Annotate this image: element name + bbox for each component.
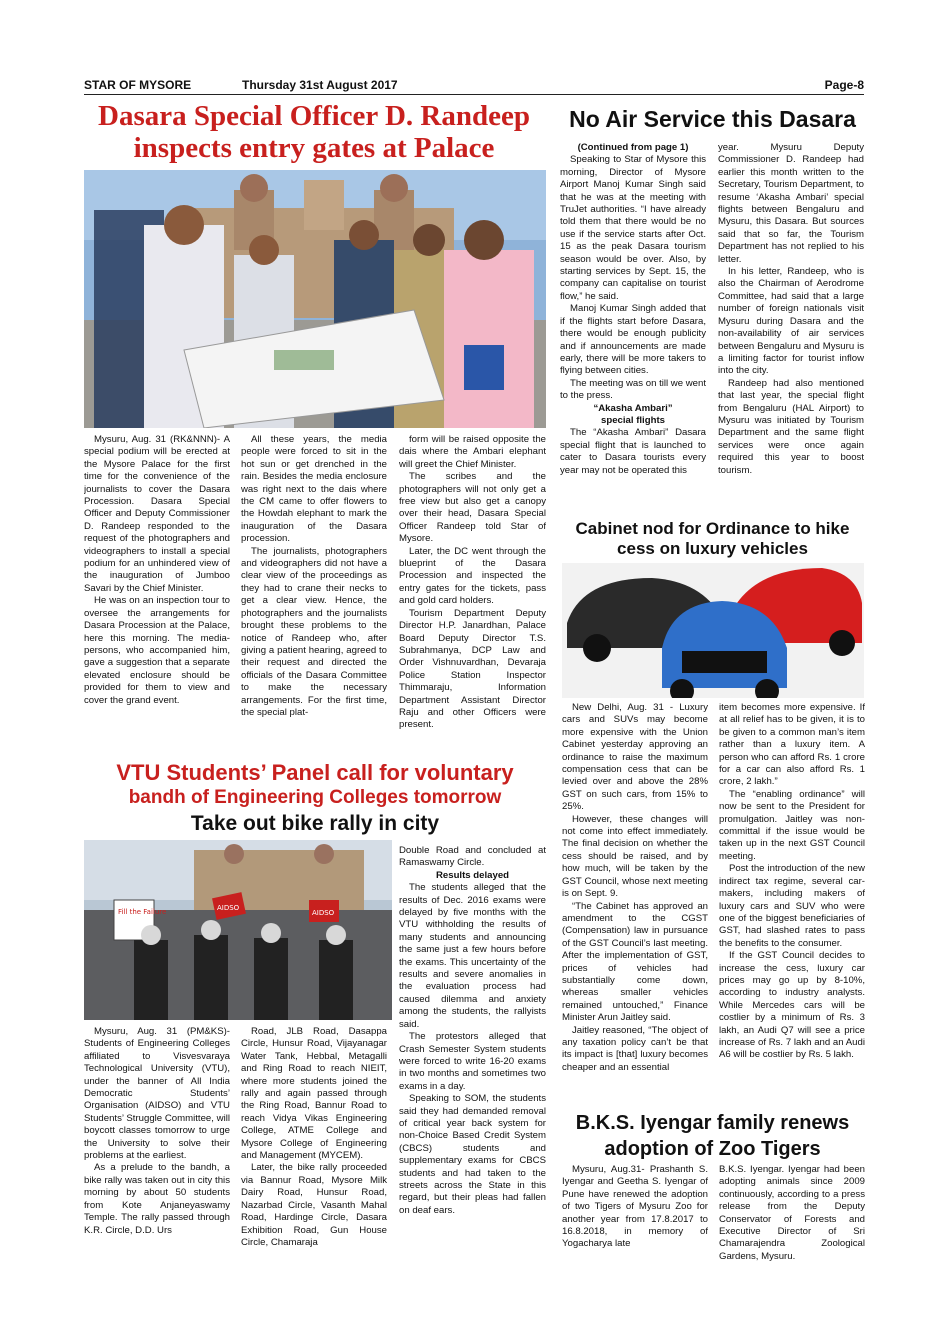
bks-headline-line1: B.K.S. Iyengar family renews bbox=[575, 1112, 850, 1134]
subheading: special flights bbox=[601, 414, 665, 426]
paragraph: Double Road and concluded at Ramaswamy Circle. bbox=[399, 845, 546, 869]
bks-column-2 bbox=[719, 1164, 865, 1276]
bike-rally-photo bbox=[84, 840, 392, 1020]
paragraph: year. Mysuru Deputy Commissioner D. Randeep had earlier this month written to the Secretary, Tourism Department, to resume ‘Akasha Ambari’ special flights between Bengaluru and Mysuru, this Dasara. But sources said that so far, the Tourism Department has not replied to his letter. bbox=[718, 142, 864, 265]
paragraph: New Delhi, Aug. 31 - Luxury cars and SUVs may become more expensive with the Union Cabinet yesterday approving an ordinance to raise the maximum compensation cess that can be levied over and above the 28% GST on such cars, from 15% to 25%. bbox=[562, 702, 708, 813]
paragraph: The journalists, photographers and videographers did not have a clear view of the proceedings as they had to crane their necks to get a clear view. Hence, the photographers and the journalists brought these problems to the notice of Randeep who, after giving a patient hearing, agreed to their request and directed the officials of the Dasara Committee to make the necessary arrangements. For the first time, the special plat- bbox=[241, 545, 387, 718]
vtu-headline-line3: Take out bike rally in city bbox=[190, 812, 440, 835]
bks-column-1 bbox=[562, 1164, 708, 1276]
paragraph: In his letter, Randeep, who is also the Chairman of Aerodrome Committee, had said that a large number of foreign nationals visit Mysuru during Dasara and the non-availability of air services between Bengaluru and Mysuru is a limiting factor for tourist inflow into the city. bbox=[718, 266, 864, 377]
subheading: Results delayed bbox=[435, 869, 510, 881]
paragraph: The “Akasha Ambari” Dasara special flight that is launched to cater to Dasara tourists every year may not be operated this bbox=[560, 427, 706, 476]
paragraph: The students alleged that the results of Dec. 2016 exams were delayed by five months with the VTU withholding the results of many students and announcing the same just a few hours before the exams. This uncertainty of the results and severe anomalies in the evaluation process had caused dilemma and anxiety among the students, the rallyists said. bbox=[399, 882, 546, 1030]
vtu-column-1 bbox=[84, 1026, 230, 1266]
paragraph: The scribes and the photographers will not only get a free view but also get a canopy over their head, Dasara Special Officer Randeep told Star of Mysore. bbox=[399, 471, 546, 545]
paragraph: B.K.S. Iyengar. Iyengar had been adopting animals since 2009 continuously, according to a press release from the Deputy Conservator of Forests and Executive Director of Sri Chamarajendra Zoological Gardens, Mysuru. bbox=[719, 1164, 865, 1262]
paragraph: All these years, the media people were forced to sit in the hot sun or get drenched in the rain. Besides the media enclosure was right next to the dais where the CM came to offer flowers to the Howdah elephant to mark the inauguration of the Dasara procession. bbox=[241, 434, 387, 545]
paragraph: As a prelude to the bandh, a bike rally was taken out in city this morning by about 50 students from Kote Anjaneyaswamy Temple. The rally passed through K.R. Circle, D.D. Urs bbox=[84, 1162, 230, 1236]
paragraph: Tourism Department Deputy Director H.P. Janardhan, Palace Board Deputy Director T.S. Subrahmanya, DCP Law and Order Vishnuvardhan, Devaraja Police Station Inspector Thimmaraju, Information Department Assistant Director Raju and other Officers were present. bbox=[399, 607, 546, 731]
dasara-column-1 bbox=[84, 434, 230, 756]
paragraph: Later, the DC went through the blueprint of the Dasara Procession and inspected the entry gates for the tickets, pass and gold card holders. bbox=[399, 545, 546, 607]
dasara-column-3 bbox=[399, 434, 546, 756]
dasara-headline bbox=[84, 100, 544, 164]
paragraph: The “enabling ordinance” will now be sent to the President for promulgation. Jaitley was non-committal if the issue would be taken up in the next GST Council meeting. bbox=[719, 788, 865, 862]
paragraph: Speaking to Star of Mysore this morning, Director of Mysore Airport Manoj Kumar Singh said that he was at the meeting with TruJet authorities. “I have already told them that there would be no use if the service starts after Oct. 15 as the peak Dasara tourism season would be over. Also, by starting services by Sept. 15, the company can capitalise on tourist flow,” he said. bbox=[560, 154, 706, 302]
bks-headline bbox=[560, 1110, 865, 1162]
vtu-headline-line2: bandh of Engineering Colleges tomorrow bbox=[128, 787, 502, 808]
vtu-column-3 bbox=[399, 845, 546, 1265]
subheading: “Akasha Ambari” bbox=[593, 402, 673, 414]
paragraph: Later, the bike rally proceeded via Bannur Road, Mysore Milk Dairy Road, Hunsur Road, Nazarbad Circle, Vasanth Mahal Road, Hardinge Circle, Dasara Exhibition Road, Gun House Circle, Chamaraja bbox=[241, 1162, 387, 1248]
paragraph: Speaking to SOM, the students said they had demanded removal of critical year back system for non-Choice Based Credit System (CBCS) students and supplementary exams for CBCS students and had taken to the streets across the State in this regard, but their pleas had fallen on deaf ears. bbox=[399, 1093, 546, 1216]
paragraph: item becomes more expensive. If at all relief has to be given, it is to be given to a common man’s item rather than a luxury item. A person who can afford Rs. 1 crore for a car can also afford Rs. 1 crore, 2 lakh.” bbox=[719, 702, 865, 788]
paragraph: Randeep had also mentioned that last year, the special flight from Bengaluru (HAL Airport) to Mysuru was initiated by Tourism Department and the same flight services were once again required this year to boost tourism. bbox=[718, 377, 864, 476]
paragraph: form will be raised opposite the dais where the Ambari elephant will greet the Chief Minister. bbox=[399, 434, 546, 470]
paper-name: STAR OF MYSORE bbox=[84, 78, 192, 92]
cabinet-headline bbox=[560, 519, 865, 559]
continuation-note: (Continued from page 1) bbox=[577, 142, 689, 153]
cabinet-column-2 bbox=[719, 702, 865, 1114]
cabinet-column-1 bbox=[562, 702, 708, 1114]
vtu-headline bbox=[84, 760, 546, 838]
air-headline: No Air Service this Dasara bbox=[569, 106, 856, 132]
paragraph: Road, JLB Road, Dasappa Circle, Hunsur Road, Vijayanagar Water Tank, Hebbal, Metagalli and Ring Road to reach NIEIT, where more students joined the rally and again passed through the Ring Road, Bannur Road to reach Vidya Vikas Engineering College, ATME College and Mysore College of Engineering and Management (MYCEM). bbox=[241, 1026, 387, 1162]
protest-sign-text: AIDSO bbox=[217, 904, 240, 912]
paragraph: If the GST Council decides to increase the cess, luxury car prices may go up by 8-10%, according to industry analysts. While Mercedes cars will be costlier by a minimum of Rs. 3 lakh, an Audi Q7 will see a price increase of Rs. 7 lakh and an Audi A6 will be costlier by Rs. 5 lakh. bbox=[719, 950, 865, 1061]
cabinet-headline-line1: Cabinet nod for Ordinance to hike bbox=[575, 519, 850, 538]
bks-headline-line2: adoption of Zoo Tigers bbox=[604, 1138, 821, 1160]
paragraph: However, these changes will not come into effect immediately. The final decision on whether the cess should be raised, and by how much, will be taken by the GST Council, whose next meeting is on Sept. 9. bbox=[562, 813, 708, 900]
paragraph: Manoj Kumar Singh added that if the flights start before Dasara, there would be enough publicity and if announcements are made early, there will be more takers to flying between cities. bbox=[560, 303, 706, 377]
issue-date: Thursday 31st August 2017 bbox=[242, 78, 398, 92]
dasara-headline-line1: Dasara Special Officer D. Randeep bbox=[98, 100, 530, 132]
paragraph: Mysuru, Aug.31- Prashanth S. Iyengar and Geetha S. Iyengar of Pune have renewed the adoption of two Tigers of Mysuru Zoo for another year from 17.8.2017 to 16.8.2018, in memory of Yogacharya late bbox=[562, 1164, 708, 1250]
page-number: Page-8 bbox=[824, 78, 864, 92]
paragraph: Mysuru, Aug. 31 (PM&KS)- Students of Engineering Colleges affiliated to Visvesvaraya Technological University (VTU), under the banner of All India Democratic Students’ Organisation (AIDSO) and VTU Students’ Struggle Committee, will boycott classes tomorrow to urge the University to solve their problems at the earliest. bbox=[84, 1026, 230, 1162]
protest-sign-text: AIDSO bbox=[312, 909, 335, 917]
vtu-headline-line1: VTU Students’ Panel call for voluntary bbox=[116, 760, 514, 785]
paragraph: Mysuru, Aug. 31 (RK&NNN)- A special podium will be erected at the Mysore Palace for the first time for the convenience of the journalists to cover the Dasara Procession. Dasara Special Officer and Deputy Commissioner D. Randeep responded to the request of the photographers and videographers to install a special podium for an unhindered view of the inauguration of Jumboo Savari by the Chief Minister. bbox=[84, 434, 230, 594]
protest-sign-text: Fill the Failure bbox=[118, 908, 167, 916]
air-column-1 bbox=[560, 142, 706, 516]
cabinet-headline-line2: cess on luxury vehicles bbox=[617, 539, 808, 558]
air-column-2 bbox=[718, 142, 864, 516]
paragraph: He was on an inspection tour to oversee the arrangements for Dasara Procession at the Palace, here this morning. The media-persons, who accompanied him, gave a suggestion that a separate elevated enclosure should be provided for them to view and cover the grand event. bbox=[84, 595, 230, 706]
paragraph: Post the introduction of the new indirect tax regime, several car-makers, including makers of luxury cars and SUV who were one of the biggest beneficiaries of GST, had slashed rates to pass the benefits to the consumer. bbox=[719, 863, 865, 949]
dasara-inspection-photo bbox=[84, 170, 546, 428]
paragraph: The protestors alleged that Crash Semester System students were forced to write 16-20 exams in two months and sometimes two exams in a day. bbox=[399, 1031, 546, 1092]
dasara-column-2 bbox=[241, 434, 387, 756]
luxury-cars-photo bbox=[562, 563, 864, 698]
page-header bbox=[84, 78, 864, 95]
paragraph: “The Cabinet has approved an amendment to the CGST (Compensation) law in pursuance of the GST Council’s last meeting. After the implementation of GST, prices of vehicles had substantially come down, whereas smaller vehicles remained untouched,” Finance Minister Arun Jaitley said. bbox=[562, 900, 708, 1024]
paragraph: Jaitley reasoned, “The object of any taxation policy can’t be that its impact is [that] luxury becomes cheaper and an essential bbox=[562, 1024, 708, 1073]
paragraph: The meeting was on till we went to the press. bbox=[560, 377, 706, 402]
dasara-headline-line2: inspects entry gates at Palace bbox=[133, 132, 495, 164]
vtu-column-2 bbox=[241, 1026, 387, 1266]
